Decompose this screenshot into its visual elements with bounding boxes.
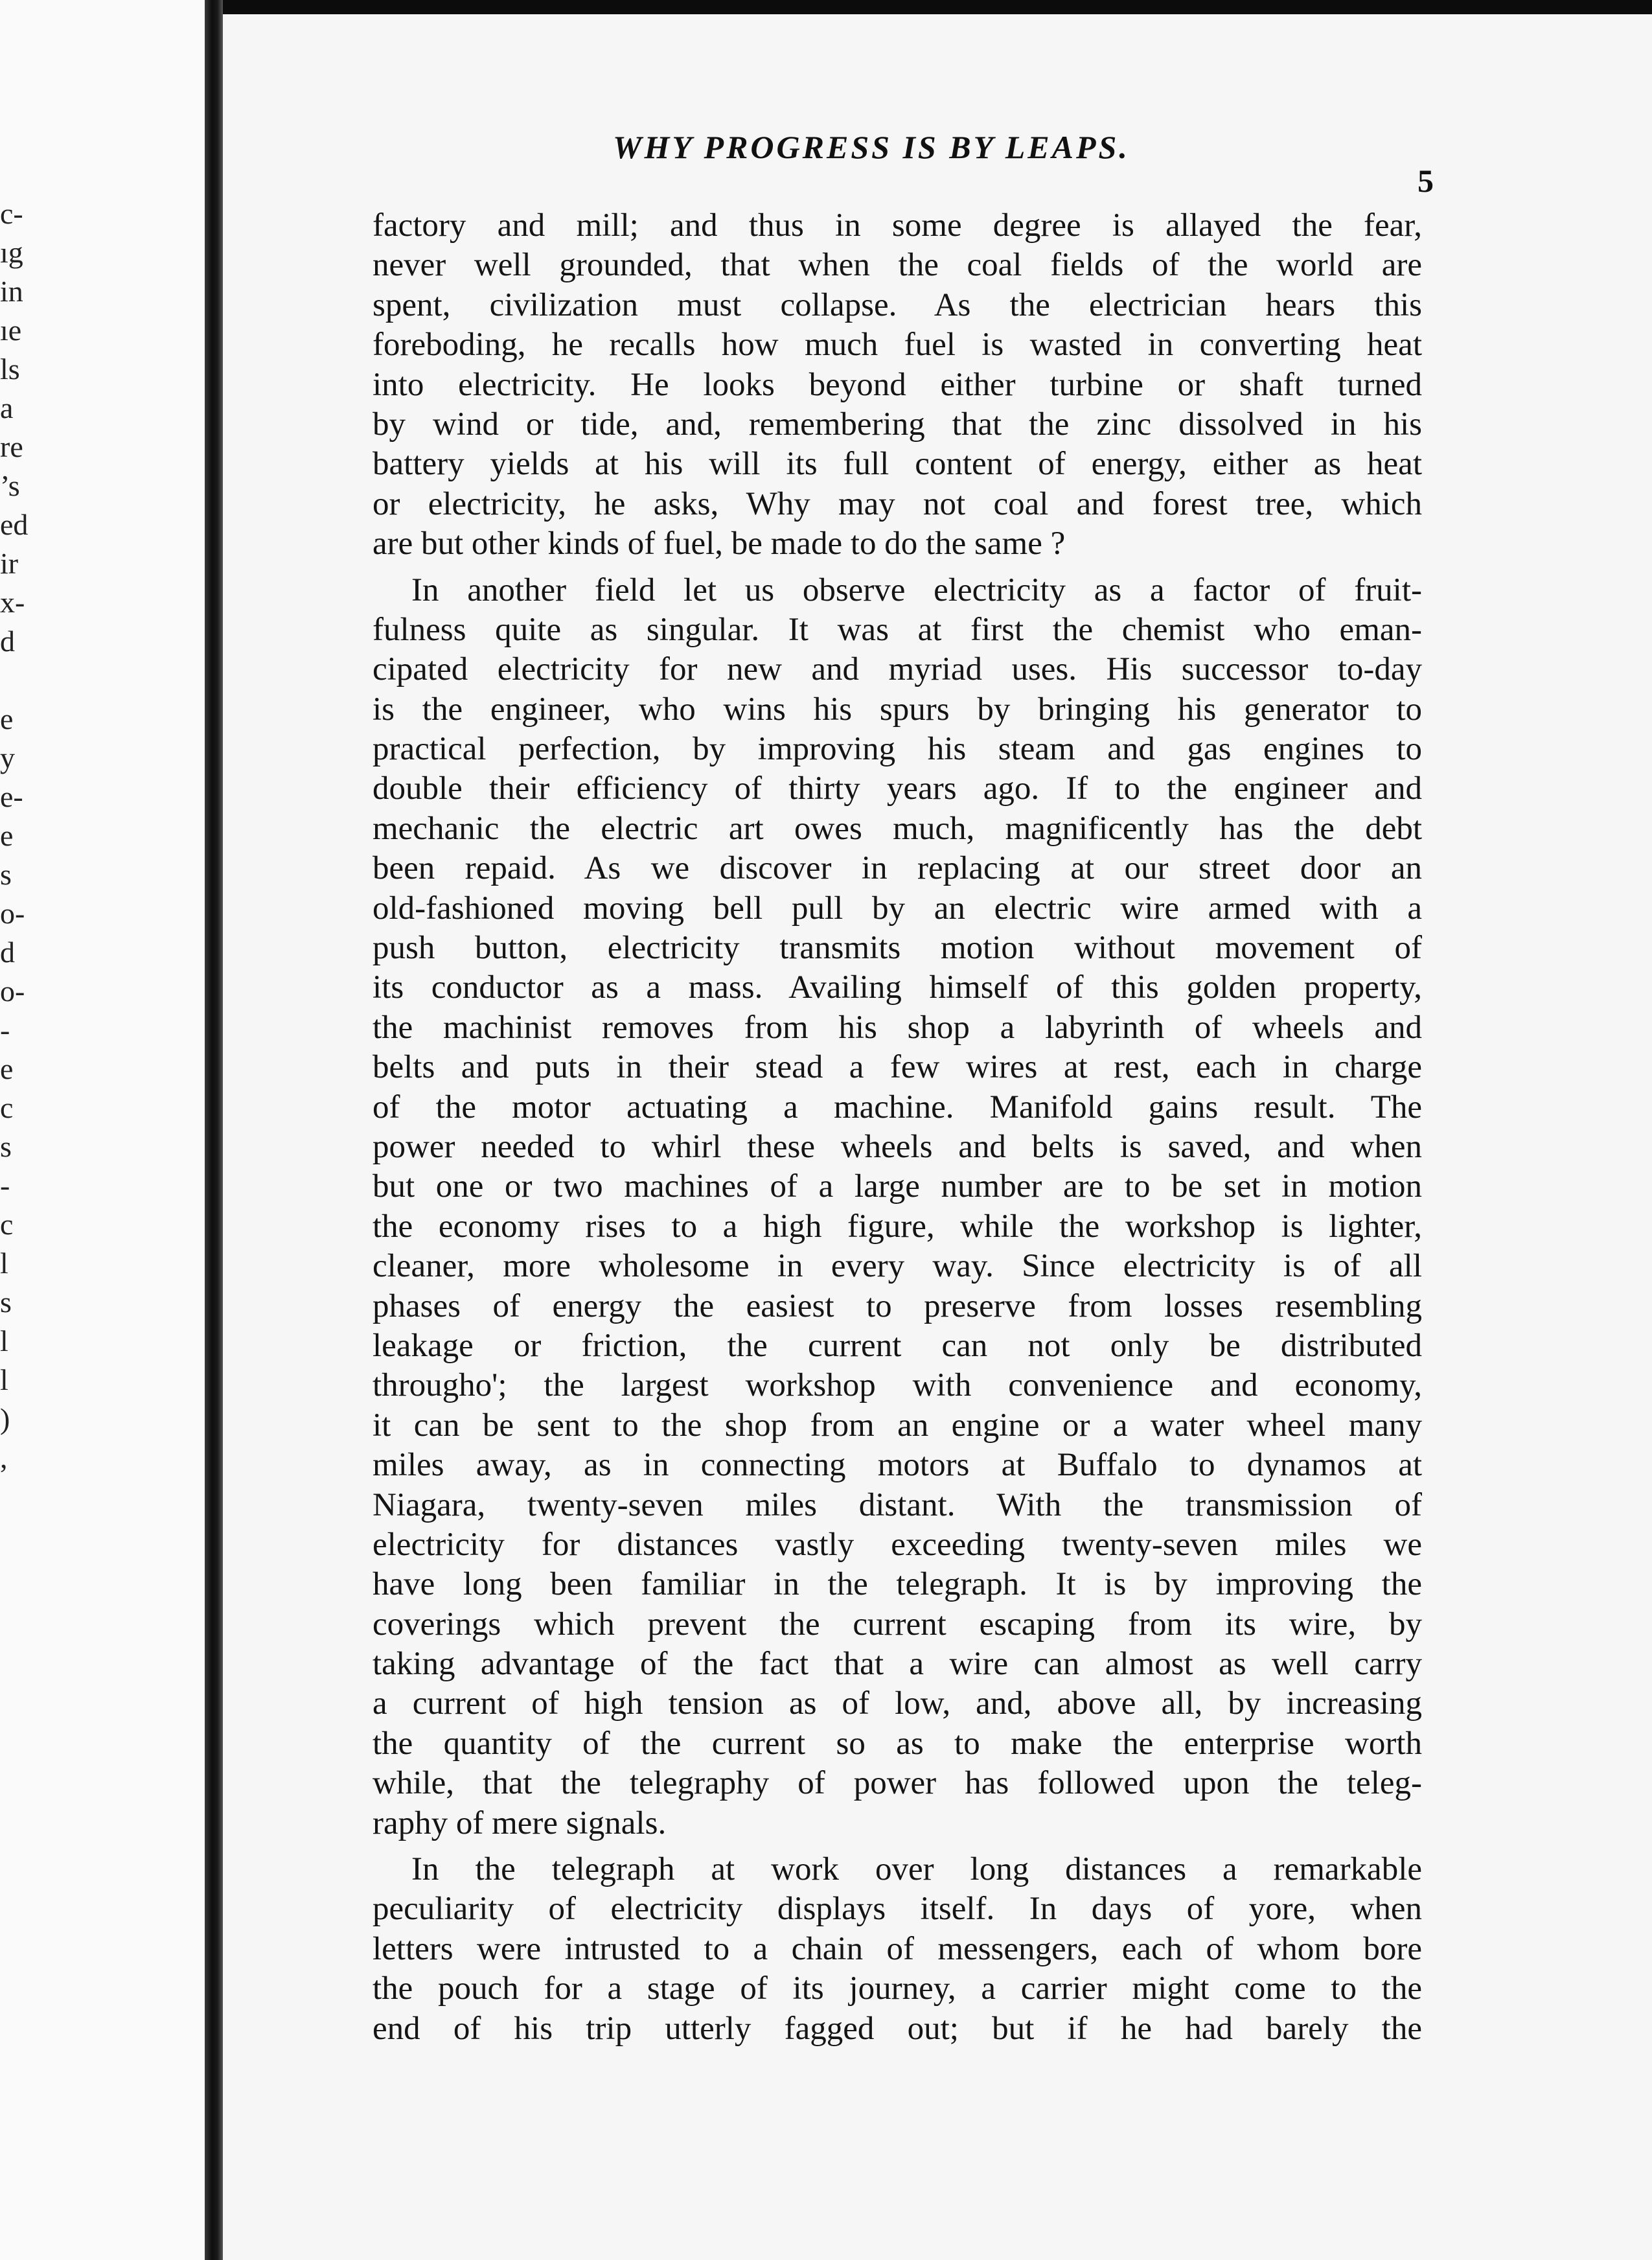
- text-line: phases of energy the easiest to preserve from losses resembling: [373, 1287, 1422, 1324]
- paragraph: [373, 206, 1422, 564]
- margin-fragment: y: [0, 741, 15, 774]
- text-line: In the telegraph at work over long distances a remarkable: [411, 1851, 1422, 1888]
- margin-fragment: ed: [0, 508, 29, 541]
- margin-fragment: e: [0, 1052, 14, 1085]
- text-line: factory and mill; and thus in some degree is allayed the fear,: [373, 207, 1422, 244]
- text-line: spent, civilization must collapse. As the electrician hears this: [373, 286, 1422, 323]
- binding-gutter: [205, 0, 223, 2260]
- text-line: push button, electricity transmits motion without movement of: [373, 930, 1422, 967]
- margin-fragment: l: [0, 1247, 8, 1280]
- margin-fragment: l: [0, 1363, 8, 1396]
- margin-fragment: [0, 661, 39, 700]
- margin-fragment: s: [0, 858, 12, 891]
- text-line: the economy rises to a high figure, while the workshop is lighter,: [373, 1208, 1422, 1245]
- margin-fragment: ls: [0, 352, 20, 386]
- text-line: letters were intrusted to a chain of messengers, each of whom bore: [373, 1930, 1422, 1967]
- text-line: fulness quite as singular. It was at first the chemist who eman-: [373, 611, 1422, 648]
- margin-fragment: ir: [0, 547, 19, 580]
- margin-fragment: ıe: [0, 314, 22, 347]
- text-line: througho'; the largest workshop with convenience and economy,: [373, 1367, 1422, 1404]
- margin-fragment: c: [0, 1091, 14, 1124]
- margin-fragment: -: [0, 1169, 10, 1202]
- text-line: the quantity of the current so as to make the enterprise worth: [373, 1725, 1422, 1762]
- text-line: electricity for distances vastly exceeding twenty-seven miles we: [373, 1526, 1422, 1563]
- text-line: are but other kinds of fuel, be made to do the same ?: [373, 525, 1066, 562]
- text-line: power needed to whirl these wheels and belts is saved, and when: [373, 1128, 1422, 1165]
- margin-fragment: e: [0, 702, 14, 735]
- margin-fragment: ,: [0, 1441, 8, 1474]
- margin-fragment: e-: [0, 780, 23, 813]
- text-line: battery yields at his will its full content of energy, either as heat: [373, 446, 1422, 483]
- text-line: of the motor actuating a machine. Manifold gains result. The: [373, 1089, 1422, 1125]
- text-line: the machinist removes from his shop a labyrinth of wheels and: [373, 1009, 1422, 1046]
- text-line: Niagara, twenty-seven miles distant. With the transmission of: [373, 1486, 1422, 1523]
- margin-fragment: a: [0, 391, 14, 424]
- margin-fragment: [0, 1555, 39, 1594]
- margin-fragment: d: [0, 625, 15, 658]
- margin-fragment: c-: [0, 197, 23, 230]
- text-line: miles away, as in connecting motors at Buffalo to dynamos at: [373, 1447, 1422, 1484]
- text-line: have long been familiar in the telegraph. It is by improving the: [373, 1566, 1422, 1603]
- facing-page-text-fragments: [0, 194, 39, 1594]
- text-line: In another field let us observe electricity as a factor of fruit-: [411, 571, 1422, 608]
- paragraph: [373, 571, 1422, 1844]
- text-line: leakage or friction, the current can not only be distributed: [373, 1327, 1422, 1364]
- text-line: it can be sent to the shop from an engine or a water wheel many: [373, 1407, 1422, 1444]
- text-line: belts and puts in their stead a few wires at rest, each in charge: [373, 1049, 1422, 1086]
- margin-fragment: in: [0, 275, 23, 308]
- text-line: its conductor as a mass. Availing himself of this golden property,: [373, 969, 1422, 1006]
- margin-fragment: o-: [0, 897, 25, 930]
- text-line: double their efficiency of thirty years ago. If to the engineer and: [373, 770, 1422, 807]
- margin-fragment: l: [0, 1324, 8, 1357]
- text-line: old-fashioned moving bell pull by an electric wire armed with a: [373, 890, 1422, 927]
- text-line: the pouch for a stage of its journey, a carrier might come to the: [373, 1970, 1422, 2007]
- margin-fragment: e: [0, 819, 14, 852]
- text-line: end of his trip utterly fagged out; but if he had barely the: [373, 2010, 1422, 2047]
- margin-fragment: s: [0, 1286, 12, 1319]
- text-line: by wind or tide, and, remembering that the zinc dissolved in his: [373, 406, 1422, 443]
- text-line: been repaid. As we discover in replacing at our street door an: [373, 850, 1422, 887]
- text-line: cleaner, more wholesome in every way. Since electricity is of all: [373, 1248, 1422, 1285]
- margin-fragment: ): [0, 1402, 10, 1435]
- text-line: while, that the telegraphy of power has followed upon the teleg-: [373, 1765, 1422, 1802]
- text-line: but one or two machines of a large number are to be set in motion: [373, 1168, 1422, 1205]
- margin-fragment: c: [0, 1208, 14, 1241]
- text-line: practical perfection, by improving his steam and gas engines to: [373, 731, 1422, 768]
- margin-fragment: o-: [0, 974, 25, 1008]
- page-number: 5: [1417, 163, 1434, 199]
- text-line: or electricity, he asks, Why may not coal and forest tree, which: [373, 485, 1422, 522]
- margin-fragment: re: [0, 430, 23, 463]
- body-text: [373, 206, 1422, 2049]
- text-line: into electricity. He looks beyond either turbine or shaft turned: [373, 366, 1422, 403]
- text-line: coverings which prevent the current escaping from its wire, by: [373, 1606, 1422, 1643]
- text-line: peculiarity of electricity displays itself. In days of yore, when: [373, 1891, 1422, 1928]
- text-line: raphy of mere signals.: [373, 1805, 667, 1841]
- text-line: foreboding, he recalls how much fuel is wasted in converting heat: [373, 327, 1422, 363]
- margin-fragment: ’s: [0, 469, 20, 502]
- margin-fragment: ıg: [0, 236, 23, 269]
- text-line: mechanic the electric art owes much, magnificently has the debt: [373, 810, 1422, 847]
- facing-page-margin: [0, 0, 205, 2260]
- text-line: taking advantage of the fact that a wire can almost as well carry: [373, 1646, 1422, 1683]
- paragraph: [373, 1850, 1422, 2049]
- margin-fragment: d: [0, 936, 15, 969]
- running-head: WHY PROGRESS IS BY LEAPS.: [613, 129, 1130, 165]
- margin-fragment: -: [0, 1013, 10, 1046]
- text-line: never well grounded, that when the coal fields of the world are: [373, 247, 1422, 284]
- margin-fragment: [0, 1516, 39, 1555]
- text-line: cipated electricity for new and myriad uses. His successor to-day: [373, 651, 1422, 688]
- margin-fragment: s: [0, 1130, 12, 1163]
- margin-fragment: [0, 1477, 39, 1516]
- text-line: a current of high tension as of low, and, above all, by increasing: [373, 1685, 1422, 1722]
- margin-fragment: x-: [0, 586, 25, 619]
- scan-top-edge: [223, 0, 1652, 14]
- text-line: is the engineer, who wins his spurs by bringing his generator to: [373, 691, 1422, 728]
